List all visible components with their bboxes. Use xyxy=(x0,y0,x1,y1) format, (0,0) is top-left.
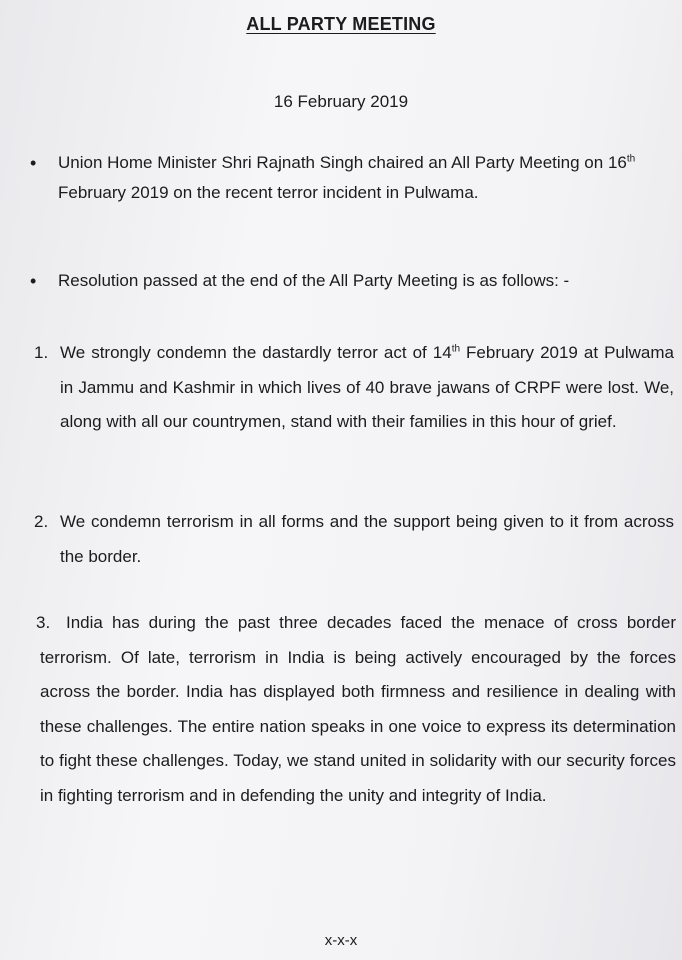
end-mark: x-x-x xyxy=(324,932,358,949)
ordinal-suffix: th xyxy=(626,153,636,165)
bullet-marker: • xyxy=(30,153,37,173)
item-text: India has during the past three decades faced the menace of cross border terrorism. Of late, terrorism in India is being actively encouraged by the forces across the border. India has displayed both firmness and resilience in dealing with these challenges. The entire nation speaks in one voice to express its determination to fight these challenges. Today, we stand united in solidarity with our security forces in fighting terrorism and in defending the unity and integrity of India. xyxy=(40,613,676,805)
item-text-part: February 2019 at Pulwama in Jammu and Kashmir in which lives of 40 brave jawans of CRPF were lost. We, along with all our countrymen, stand with their families in this hour of grief. xyxy=(60,343,674,431)
item-number: 2. xyxy=(34,512,49,531)
item-number: 1. xyxy=(34,343,49,362)
bullet-text-part: Union Home Minister Shri Rajnath Singh chaired an All Party Meeting on 16 xyxy=(58,153,627,172)
resolution-item-3 xyxy=(36,606,676,813)
document-title: ALL PARTY MEETING xyxy=(246,14,436,34)
resolution-item-1 xyxy=(34,336,674,440)
bullet-text-part: February 2019 on the recent terror incident in Pulwama. xyxy=(58,183,479,202)
bullet-text xyxy=(58,148,660,208)
ordinal-suffix: th xyxy=(451,343,461,355)
bullet-point-resolution xyxy=(30,266,660,296)
item-text-part: We strongly condemn the dastardly terror act of 14 xyxy=(60,343,452,362)
item-text: We condemn terrorism in all forms and the support being given to it from across the border. xyxy=(60,512,674,566)
bullet-point-chair xyxy=(30,148,660,208)
bullet-text: Resolution passed at the end of the All Party Meeting is as follows: - xyxy=(58,271,570,290)
item-text xyxy=(60,336,674,440)
bullet-marker: • xyxy=(30,271,37,291)
document-date: 16 February 2019 xyxy=(273,92,409,111)
item-number: 3. xyxy=(36,613,51,632)
resolution-item-2 xyxy=(34,505,674,574)
